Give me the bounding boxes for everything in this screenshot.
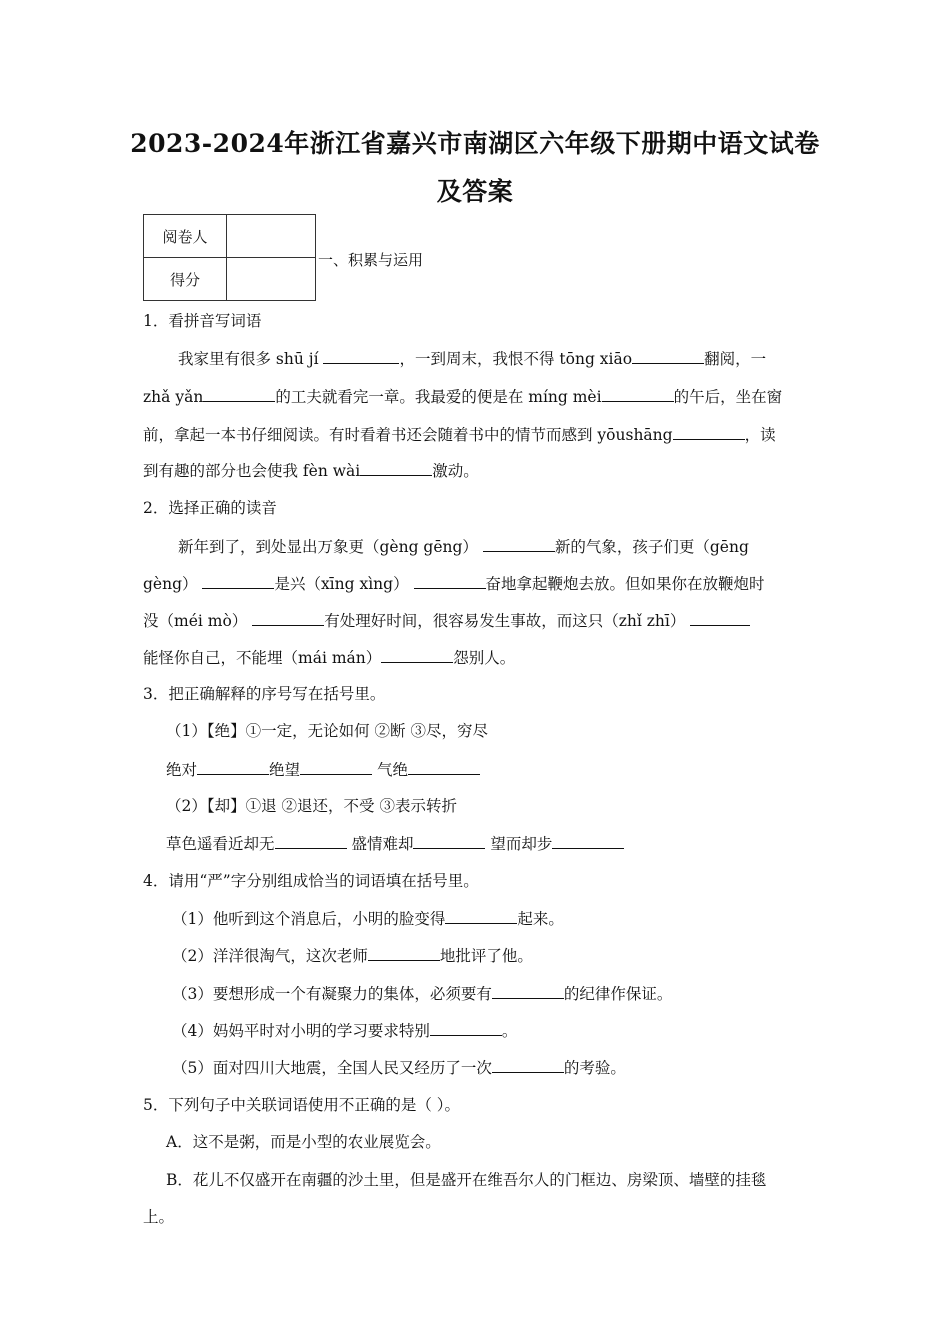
q4-text: 起来。 bbox=[517, 910, 564, 928]
q2-text: 是兴（xīng xìng） bbox=[274, 575, 414, 593]
q4-item2 bbox=[172, 945, 533, 966]
answer-blank[interactable] bbox=[673, 424, 745, 440]
answer-blank[interactable] bbox=[552, 833, 624, 849]
q5-option-a[interactable]: A．这不是粥，而是小型的农业展览会。 bbox=[166, 1133, 441, 1151]
q2-text: 有处理好时间，很容易发生事故，而这只（zhǐ zhī） bbox=[324, 612, 691, 630]
q3-sense2: （2）【却】①退 ②退还，不受 ③表示转折 bbox=[166, 797, 457, 815]
q3-heading: 3．把正确解释的序号写在括号里。 bbox=[143, 685, 386, 703]
answer-blank[interactable] bbox=[381, 647, 453, 663]
answer-blank[interactable] bbox=[632, 348, 704, 364]
exam-title-line2: 及答案 bbox=[436, 177, 514, 206]
q1-text: ，一到周末，我恨不得 tōng xiāo bbox=[399, 350, 633, 368]
q2-text: 没（méi mò） bbox=[143, 612, 253, 630]
q1-text: ，读 bbox=[744, 426, 776, 444]
q4-text: （5）面对四川大地震，全国人民又经历了一次 bbox=[172, 1059, 492, 1077]
q5-option-b-cont: 上。 bbox=[143, 1208, 175, 1226]
q1-line3 bbox=[143, 424, 776, 445]
answer-blank[interactable] bbox=[492, 1057, 564, 1073]
answer-blank[interactable] bbox=[430, 1020, 502, 1036]
q2-text: 能怪你自己，不能埋（mái mán） bbox=[143, 649, 382, 667]
answer-blank[interactable] bbox=[492, 983, 564, 999]
answer-blank[interactable] bbox=[445, 908, 517, 924]
answer-blank[interactable] bbox=[408, 759, 480, 775]
q3-word: 盛情难却 bbox=[346, 835, 414, 853]
q4-item3 bbox=[172, 983, 672, 1004]
q2-text: 新年到了，到处显出万象更（gèng gēng） bbox=[178, 538, 483, 556]
section-title: 一、积累与运用 bbox=[318, 251, 424, 269]
q2-text: 新的气象，孩子们更（gēng bbox=[554, 538, 749, 556]
answer-blank[interactable] bbox=[252, 610, 324, 626]
q2-text: gèng） bbox=[143, 575, 203, 593]
answer-blank[interactable] bbox=[202, 573, 274, 589]
q5-heading: 5．下列句子中关联词语使用不正确的是（ ）。 bbox=[143, 1096, 461, 1114]
q4-text: 的考验。 bbox=[563, 1059, 626, 1077]
q1-text: 翻阅，一 bbox=[704, 350, 767, 368]
q2-line1 bbox=[178, 536, 749, 557]
answer-blank[interactable] bbox=[368, 945, 440, 961]
exam-title-line1: 2023-2024年浙江省嘉兴市南湖区六年级下册期中语文试卷 bbox=[130, 129, 820, 158]
q3-words1 bbox=[166, 759, 480, 780]
score-label: 得分 bbox=[144, 258, 227, 301]
q3-sense1: （1）【绝】①一定，无论如何 ②断 ③尽，穷尽 bbox=[166, 722, 488, 740]
q3-word: 望而却步 bbox=[485, 835, 553, 853]
grader-table bbox=[143, 214, 316, 301]
q1-line4 bbox=[143, 460, 479, 481]
reviewer-label: 阅卷人 bbox=[144, 215, 227, 258]
answer-blank[interactable] bbox=[275, 833, 347, 849]
q1-text: zhǎ yǎn bbox=[143, 388, 204, 406]
q1-line1 bbox=[178, 348, 766, 369]
q4-text: 。 bbox=[501, 1022, 518, 1040]
q1-text: 我家里有很多 shū jí bbox=[178, 350, 324, 368]
q3-word: 绝望 bbox=[269, 761, 301, 779]
q2-line4 bbox=[143, 647, 515, 668]
q4-text: （2）洋洋很淘气，这次老师 bbox=[172, 947, 368, 965]
q1-heading: 1．看拼音写词语 bbox=[143, 312, 262, 330]
q4-item5 bbox=[172, 1057, 626, 1078]
answer-blank[interactable] bbox=[360, 460, 432, 476]
answer-blank[interactable] bbox=[300, 759, 372, 775]
answer-blank[interactable] bbox=[323, 348, 399, 364]
q2-heading: 2．选择正确的读音 bbox=[143, 499, 277, 517]
q1-text: 的工夫就看完一章。我最爱的便是在 míng mèi bbox=[275, 388, 602, 406]
answer-blank[interactable] bbox=[197, 759, 269, 775]
q1-text: 的午后，坐在窗 bbox=[673, 388, 783, 406]
q2-text: 怨别人。 bbox=[453, 649, 516, 667]
q4-item1 bbox=[172, 908, 564, 929]
q2-line3 bbox=[143, 610, 750, 631]
answer-blank[interactable] bbox=[483, 536, 555, 552]
q4-item4 bbox=[172, 1020, 517, 1041]
q4-text: 地批评了他。 bbox=[439, 947, 533, 965]
answer-blank[interactable] bbox=[602, 386, 674, 402]
q4-text: 的纪律作保证。 bbox=[563, 985, 673, 1003]
q4-text: （4）妈妈平时对小明的学习要求特别 bbox=[172, 1022, 430, 1040]
answer-blank[interactable] bbox=[203, 386, 275, 402]
q3-word: 草色遥看近却无 bbox=[166, 835, 275, 853]
q3-words2 bbox=[166, 833, 624, 854]
q1-text: 前，拿起一本书仔细阅读。有时看着书还会随着书中的情节而感到 yōushāng bbox=[143, 426, 673, 444]
q2-line2 bbox=[143, 573, 765, 594]
q3-word: 绝对 bbox=[166, 761, 198, 779]
q1-text: 到有趣的部分也会使我 fèn wài bbox=[143, 462, 361, 480]
q4-text: （1）他听到这个消息后，小明的脸变得 bbox=[172, 910, 446, 928]
q5-option-b[interactable]: B．花儿不仅盛开在南疆的沙土里，但是盛开在维吾尔人的门框边、房梁顶、墙壁的挂毯 bbox=[166, 1171, 767, 1189]
q4-text: （3）要想形成一个有凝聚力的集体，必须要有 bbox=[172, 985, 492, 1003]
answer-blank[interactable] bbox=[414, 573, 486, 589]
q1-line2 bbox=[143, 386, 782, 407]
reviewer-field[interactable] bbox=[227, 215, 316, 258]
q2-text: 奋地拿起鞭炮去放。但如果你在放鞭炮时 bbox=[485, 575, 765, 593]
answer-blank[interactable] bbox=[690, 610, 750, 626]
q4-heading: 4．请用“严”字分别组成恰当的词语填在括号里。 bbox=[143, 872, 479, 890]
q3-word: 气绝 bbox=[372, 761, 408, 779]
q1-text: 激动。 bbox=[432, 462, 479, 480]
score-field[interactable] bbox=[227, 258, 316, 301]
answer-blank[interactable] bbox=[413, 833, 485, 849]
